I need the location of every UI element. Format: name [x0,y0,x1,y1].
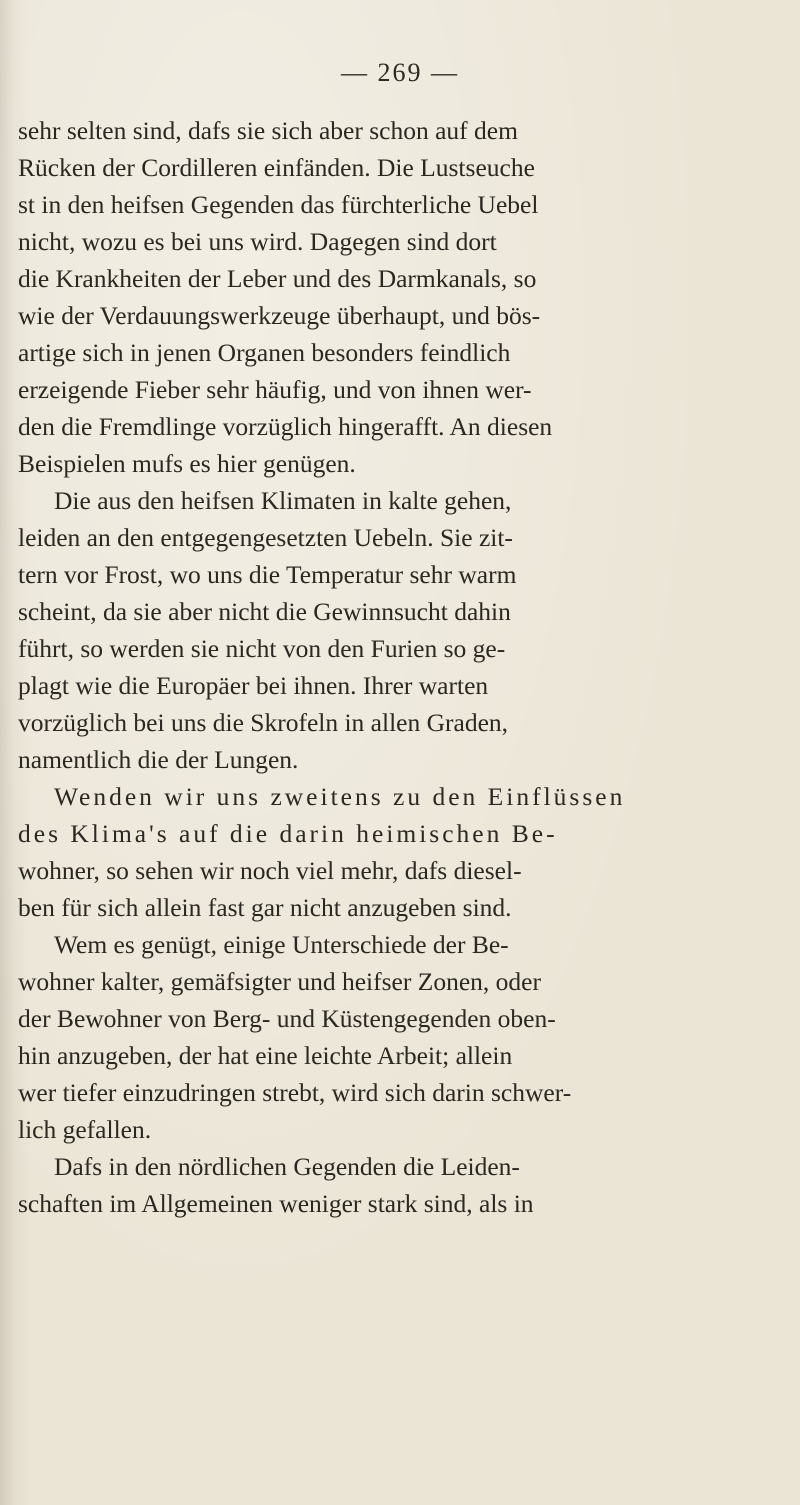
text-line: tern vor Frost, wo uns die Temperatur sehr warm [18,560,517,589]
page-number-header: — 269 — [341,58,459,87]
text-line: namentlich die der Lungen. [18,745,299,774]
text-line: wer tiefer einzudringen strebt, wird sich darin schwer- [18,1078,572,1107]
text-line: st in den heifsen Gegenden das fürchterliche Uebel [18,190,539,219]
text-line: nicht, wozu es bei uns wird. Dagegen sind dort [18,227,497,256]
text-line: den die Fremdlinge vorzüglich hingerafft. An diesen [18,412,553,441]
text-line: sehr selten sind, dafs sie sich aber schon auf dem [18,116,518,145]
text-line: scheint, da sie aber nicht die Gewinnsucht dahin [18,597,511,626]
text-line: artige sich in jenen Organen besonders feindlich [18,338,511,367]
text-line: Rücken der Cordilleren einfänden. Die Lustseuche [18,153,535,182]
text-line: der Bewohner von Berg- und Küstengegenden oben- [18,1004,556,1033]
text-line: die Krankheiten der Leber und des Darmkanals, so [18,264,537,293]
text-line: führt, so werden sie nicht von den Furien so ge- [18,634,506,663]
text-line: wohner, so sehen wir noch viel mehr, dafs diesel- [18,856,522,885]
text-line: ben für sich allein fast gar nicht anzugeben sind. [18,893,512,922]
paragraph-start-line: Dafs in den nördlichen Gegenden die Leiden- [54,1152,520,1181]
text-line: des Klima's auf die darin heimischen Be- [18,819,558,848]
body-text [18,112,698,1222]
text-line: plagt wie die Europäer bei ihnen. Ihrer warten [18,671,489,700]
text-line: lich gefallen. [18,1115,152,1144]
paragraph-start-line: Wenden wir uns zweitens zu den Einflüssen [54,782,626,811]
paragraph-start-line: Wem es genügt, einige Unterschiede der Be- [54,930,509,959]
text-line: erzeigende Fieber sehr häufig, und von ihnen wer- [18,375,532,404]
text-line: Beispielen mufs es hier genügen. [18,449,356,478]
text-line: vorzüglich bei uns die Skrofeln in allen Graden, [18,708,509,737]
text-line: wohner kalter, gemäfsigter und heifser Zonen, oder [18,967,541,996]
text-line: schaften im Allgemeinen weniger stark sind, als in [18,1189,534,1218]
text-line: hin anzugeben, der hat eine leichte Arbeit; allein [18,1041,513,1070]
text-line: wie der Verdauungswerkzeuge überhaupt, und bös- [18,301,541,330]
paragraph-start-line: Die aus den heifsen Klimaten in kalte gehen, [54,486,512,515]
text-line: leiden an den entgegengesetzten Uebeln. Sie zit- [18,523,513,552]
